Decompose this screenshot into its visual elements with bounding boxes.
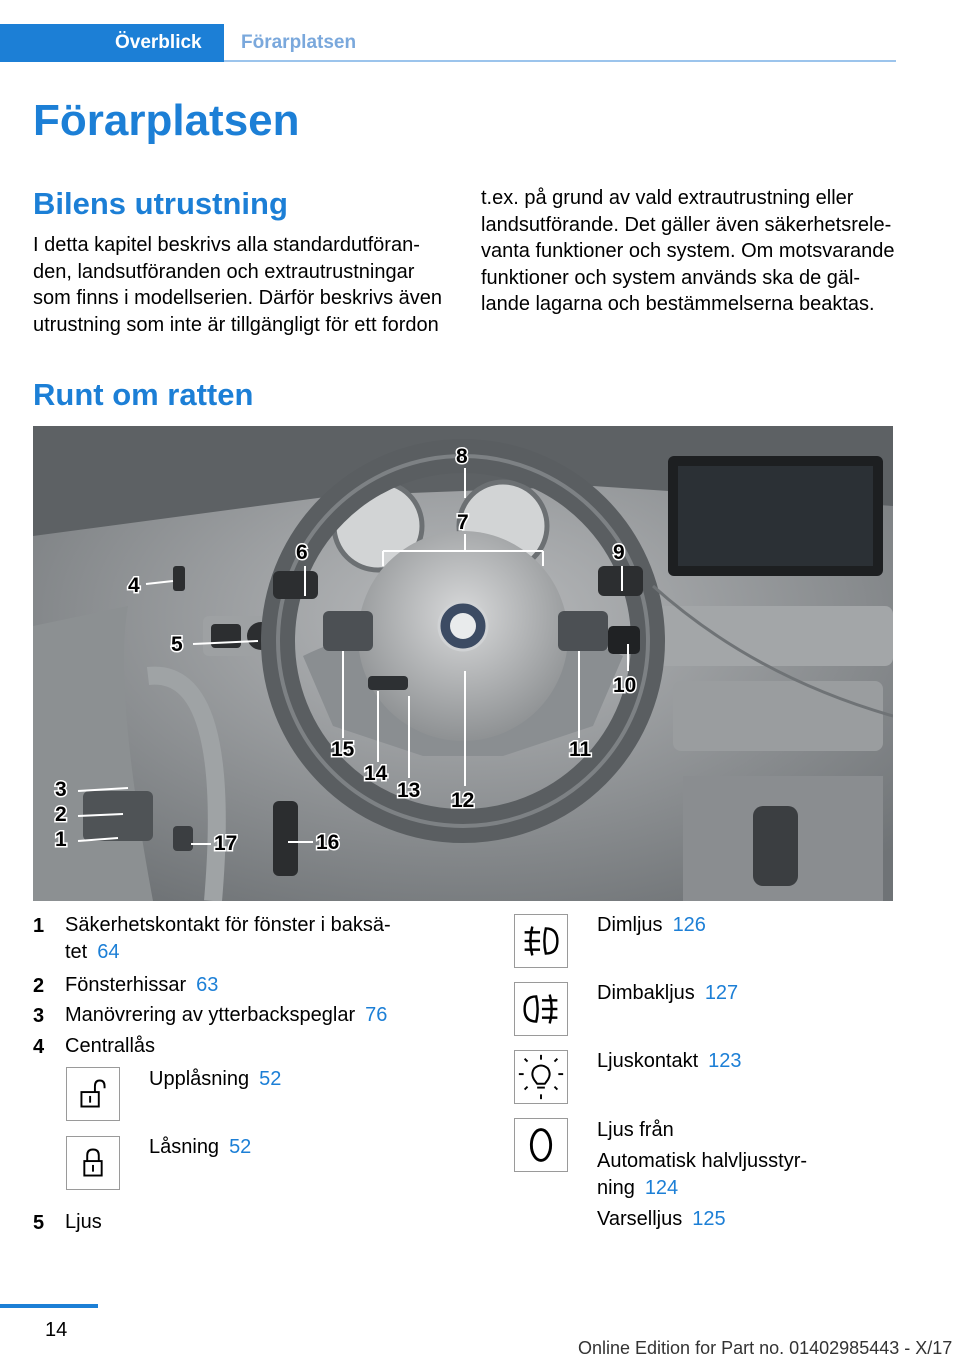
callout-13: 13 — [397, 779, 421, 802]
page-ref-link[interactable]: 123 — [708, 1050, 742, 1072]
tab-underline — [224, 60, 896, 62]
unlock-text: Upplåsning — [149, 1068, 250, 1090]
callout-15: 15 — [331, 738, 355, 761]
daytime-lights-text — [597, 1206, 857, 1233]
light-switch-icon — [515, 1051, 567, 1103]
list-item-mirrors — [65, 1002, 425, 1029]
callout-9: 9 — [613, 541, 625, 564]
callout-16: 16 — [316, 831, 340, 854]
light-switch-label — [597, 1048, 857, 1075]
tab-overblick[interactable]: Överblick — [0, 24, 224, 62]
cockpit-photo — [33, 426, 893, 901]
edition-note: Online Edition for Part no. 01402985443 - X/17 — [578, 1338, 953, 1358]
callout-12: 12 — [451, 789, 475, 812]
unlock-icon-box — [66, 1067, 120, 1121]
list-item-label: Fönsterhissar — [65, 974, 187, 996]
footer-rule — [0, 1304, 98, 1308]
callout-4: 4 — [128, 574, 140, 597]
unlock-icon — [67, 1068, 119, 1120]
lock-label — [149, 1134, 409, 1161]
list-number: 3 — [33, 1005, 45, 1027]
light-switch-icon-box — [514, 1050, 568, 1104]
callout-14: 14 — [364, 762, 388, 785]
callout-11: 11 — [569, 738, 592, 761]
list-number: 2 — [33, 975, 45, 997]
section-heading-equipment: Bilens utrustning — [33, 186, 288, 221]
section-heading-steering: Runt om ratten — [33, 377, 254, 412]
front-fog-light-text: Dimljus — [597, 914, 663, 936]
callout-8: 8 — [456, 445, 468, 468]
list-item-label: Säkerhetskontakt för fönster i baksä-tet — [65, 914, 391, 963]
front-fog-light-icon-box — [514, 914, 568, 968]
page-ref-link[interactable]: 52 — [229, 1136, 252, 1158]
auto-low-beam-label: Automatisk halvljusstyr-ning — [597, 1150, 808, 1199]
tab-forarplatsen[interactable]: Förarplatsen — [241, 32, 357, 53]
list-item-label: Centrallås — [65, 1035, 156, 1057]
callout-5: 5 — [171, 633, 183, 656]
rear-fog-light-icon — [515, 983, 567, 1035]
rear-fog-light-text: Dimbakljus — [597, 982, 695, 1004]
list-number: 4 — [33, 1036, 45, 1058]
list-item-rear-window-safety — [65, 912, 425, 966]
list-number: 5 — [33, 1212, 45, 1234]
unlock-label — [149, 1066, 409, 1093]
lights-off-icon-box — [514, 1118, 568, 1172]
list-item-label: Manövrering av ytterbackspeglar — [65, 1004, 356, 1026]
callout-10: 10 — [613, 674, 637, 697]
daytime-lights-label: Varselljus — [597, 1208, 683, 1230]
cockpit-illustration — [33, 426, 893, 901]
lights-off-icon — [515, 1119, 567, 1171]
intro-paragraph-left: I detta kapitel beskrivs alla standardutföran-den, landsutföranden och extrautrustningar som finns i modellserien. Därför beskrivs även utrustning som inte är tillgängligt för ett fordon — [33, 234, 443, 336]
auto-low-beam-text — [597, 1148, 857, 1202]
callout-7: 7 — [457, 511, 469, 534]
rear-fog-light-icon-box — [514, 982, 568, 1036]
page-ref-link[interactable]: 126 — [672, 914, 706, 936]
list-item-label: Ljus — [65, 1211, 102, 1233]
rear-fog-light-label — [597, 980, 857, 1007]
callout-6: 6 — [296, 541, 308, 564]
list-item-window-lifters — [65, 972, 425, 999]
light-switch-text: Ljuskontakt — [597, 1050, 699, 1072]
lock-icon — [67, 1137, 119, 1189]
page-ref-link[interactable]: 76 — [365, 1004, 388, 1026]
front-fog-light-label — [597, 912, 857, 939]
callout-2: 2 — [55, 803, 67, 826]
lights-off-label — [597, 1117, 857, 1233]
page-ref-link[interactable]: 124 — [644, 1177, 679, 1199]
page-number: 14 — [45, 1319, 68, 1341]
page-ref-link[interactable]: 52 — [259, 1068, 282, 1090]
callout-1: 1 — [55, 828, 67, 851]
intro-paragraph-right: t.ex. på grund av vald extrautrustning eller landsutförande. Det gäller även säkerhetsrele-vanta funktioner och system. Om motsvarande funktioner och system används ska de gäl-lande lagarna och bestämmelserna beaktas. — [481, 187, 895, 315]
lock-text: Låsning — [149, 1136, 220, 1158]
page-ref-link[interactable]: 63 — [196, 974, 219, 996]
list-item-lights — [65, 1209, 425, 1236]
page-ref-link[interactable]: 125 — [692, 1208, 726, 1230]
list-item-central-locking — [65, 1033, 425, 1060]
callout-17: 17 — [214, 832, 238, 855]
list-number: 1 — [33, 915, 45, 937]
callout-3: 3 — [55, 778, 67, 801]
page-ref-link[interactable]: 64 — [97, 941, 120, 963]
tab-bar — [0, 24, 896, 62]
lock-icon-box — [66, 1136, 120, 1190]
page-title: Förarplatsen — [33, 96, 300, 145]
lights-off-text: Ljus från — [597, 1119, 674, 1141]
page-ref-link[interactable]: 127 — [704, 982, 739, 1004]
front-fog-light-icon — [515, 915, 567, 967]
